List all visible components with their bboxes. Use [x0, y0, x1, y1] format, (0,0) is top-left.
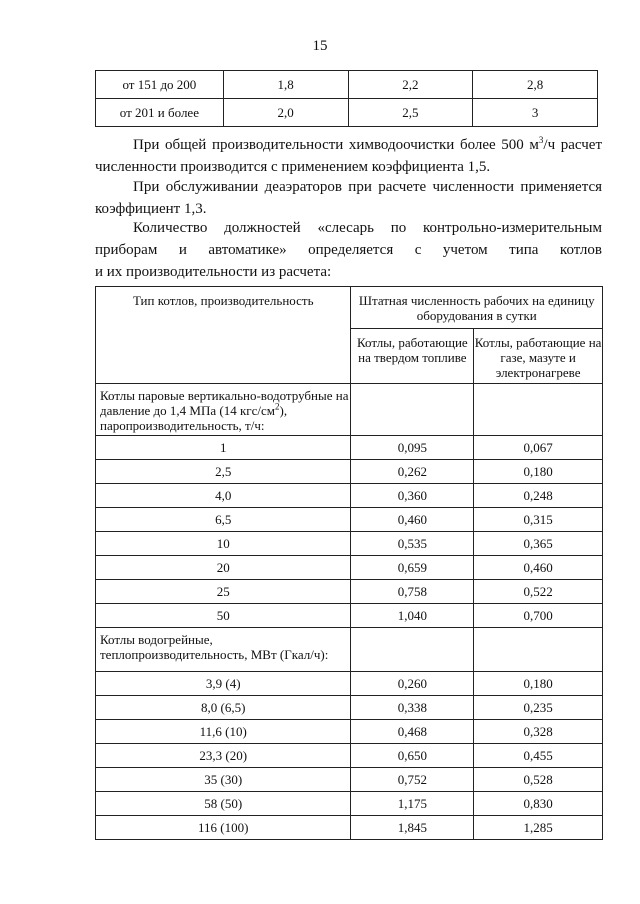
table-row	[96, 792, 603, 816]
table-cell: 0,235	[474, 696, 603, 720]
header-gas-fuel: Котлы, работающие на газе, мазуте и электронагреве	[474, 329, 603, 384]
table-cell	[351, 628, 474, 672]
header-staffing: Штатная численность рабочих на единицу оборудования в сутки	[351, 287, 603, 329]
table-row	[96, 696, 603, 720]
table-cell: 0,522	[474, 580, 603, 604]
table-cell: 0,360	[351, 484, 474, 508]
table-cell: 11,6 (10)	[96, 720, 351, 744]
table-cell: 0,262	[351, 460, 474, 484]
table-cell: 0,460	[351, 508, 474, 532]
table-cell: 0,468	[351, 720, 474, 744]
table-cell: 0,067	[474, 436, 603, 460]
table-cell: 1,845	[351, 816, 474, 840]
table-cell: 0,535	[351, 532, 474, 556]
table-cell: 116 (100)	[96, 816, 351, 840]
table-cell: 0,830	[474, 792, 603, 816]
table-row	[96, 580, 603, 604]
paragraph-line: коэффициент 1,3.	[95, 201, 207, 217]
paragraph-line: При обслуживании деаэраторов при расчете численности применяется	[133, 179, 602, 195]
table-cell: 0,365	[474, 532, 603, 556]
table-cell: 8,0 (6,5)	[96, 696, 351, 720]
table-cell: 1,8	[223, 71, 348, 99]
table-row	[96, 744, 603, 768]
table-cell: 20	[96, 556, 351, 580]
table-cell: 0,752	[351, 768, 474, 792]
table-cell: 23,3 (20)	[96, 744, 351, 768]
table-cell: 3	[473, 99, 598, 127]
table-cell: 3,9 (4)	[96, 672, 351, 696]
table-header-row	[96, 287, 603, 329]
table-row	[96, 460, 603, 484]
paragraph-coefficient-1-5	[95, 134, 602, 178]
table-cell: 1,175	[351, 792, 474, 816]
table-cell: 10	[96, 532, 351, 556]
table-cell: 2,5	[348, 99, 473, 127]
table-cell: 35 (30)	[96, 768, 351, 792]
table-row	[96, 484, 603, 508]
section-water-boilers: Котлы водогрейные, теплопроизводительность, МВт (Гкал/ч):	[96, 628, 351, 672]
section-row	[96, 628, 603, 672]
table-cell: 0,460	[474, 556, 603, 580]
top-table	[95, 70, 598, 127]
table-cell	[474, 628, 603, 672]
steam-boilers-rows	[96, 436, 603, 628]
table-row	[96, 508, 603, 532]
paragraph-line: численности производится с применением коэффициента 1,5.	[95, 159, 491, 175]
table-cell: 25	[96, 580, 351, 604]
table-cell: 58 (50)	[96, 792, 351, 816]
paragraph-line: приборам и автоматике» определяется с учетом типа котлов	[95, 242, 602, 258]
header-boiler-type: Тип котлов, производительность	[96, 287, 351, 384]
table-cell: 4,0	[96, 484, 351, 508]
water-boilers-rows	[96, 672, 603, 840]
table-cell: 6,5	[96, 508, 351, 532]
table-cell: 0,455	[474, 744, 603, 768]
table-cell: от 201 и более	[96, 99, 224, 127]
paragraph-line: При общей производительности химводоочистки более 500 $м^3/ч$ расчет	[133, 135, 603, 153]
staffing-table	[95, 286, 603, 840]
table-cell: 0,650	[351, 744, 474, 768]
table-cell: 2,0	[223, 99, 348, 127]
table-cell	[351, 384, 474, 436]
table-cell: 50	[96, 604, 351, 628]
table-row	[96, 99, 598, 127]
table-cell: 0,659	[351, 556, 474, 580]
header-solid-fuel: Котлы, работающие на твердом топливе	[351, 329, 474, 384]
table-cell: 0,180	[474, 672, 603, 696]
table-row	[96, 672, 603, 696]
table-cell: 0,528	[474, 768, 603, 792]
table-cell: 1,040	[351, 604, 474, 628]
table-cell: 1,285	[474, 816, 603, 840]
paragraph-line: и их производительности из расчета:	[95, 264, 332, 280]
table-row	[96, 556, 603, 580]
table-cell: 0,180	[474, 460, 603, 484]
table-row	[96, 532, 603, 556]
paragraph-positions	[95, 217, 602, 283]
table-cell: 0,260	[351, 672, 474, 696]
table-cell: 0,758	[351, 580, 474, 604]
paragraph-line: Количество должностей «слесарь по контрольно-измерительным	[133, 220, 602, 236]
table-row	[96, 720, 603, 744]
table-cell: 0,700	[474, 604, 603, 628]
table-cell: 2,8	[473, 71, 598, 99]
table-cell: 0,315	[474, 508, 603, 532]
table-row	[96, 436, 603, 460]
table-cell: 0,095	[351, 436, 474, 460]
table-row	[96, 816, 603, 840]
table-cell: 0,338	[351, 696, 474, 720]
section-row	[96, 384, 603, 436]
table-cell: 0,328	[474, 720, 603, 744]
section-steam-boilers: Котлы паровые вертикально-водотрубные на давление до 1,4 МПа (14 кгс/$см^2$), паропроизводительность, т/ч:	[96, 384, 351, 436]
table-cell: 0,248	[474, 484, 603, 508]
table-cell: 1	[96, 436, 351, 460]
table-row	[96, 768, 603, 792]
table-cell	[474, 384, 603, 436]
table-cell: от 151 до 200	[96, 71, 224, 99]
table-row	[96, 71, 598, 99]
table-row	[96, 604, 603, 628]
table-cell: 2,2	[348, 71, 473, 99]
paragraph-coefficient-1-3	[95, 176, 602, 220]
page-number: 15	[312, 38, 328, 54]
table-cell: 2,5	[96, 460, 351, 484]
